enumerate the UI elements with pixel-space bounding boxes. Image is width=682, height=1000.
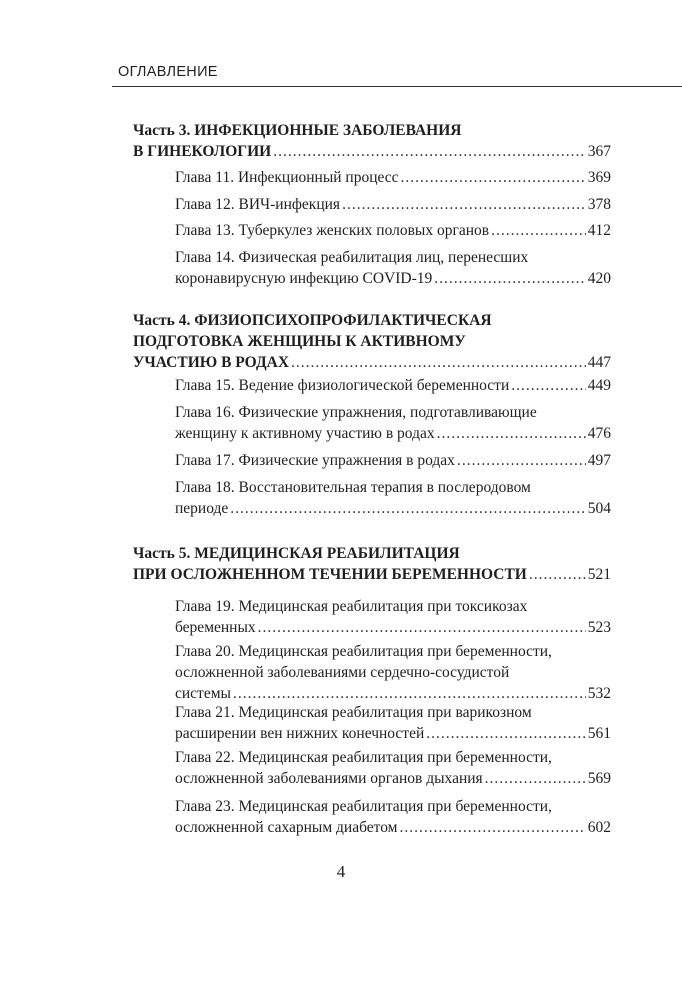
page-ref: 532 [587, 685, 611, 702]
dot-leader [258, 617, 586, 638]
chapter-title-line: Глава 12. ВИЧ-инфекция [175, 196, 341, 213]
dot-leader [457, 450, 586, 471]
toc-chapter-item[interactable] [175, 450, 611, 471]
chapter-title-line: периоде [175, 500, 229, 517]
chapter-title-line: Глава 13. Туберкулез женских половых органов [175, 222, 490, 239]
chapter-title-line: системы [175, 685, 231, 702]
part-title-line: ПРИ ОСЛОЖНЕННОМ ТЕЧЕНИИ БЕРЕМЕННОСТИ [133, 566, 527, 583]
dot-leader [529, 564, 586, 585]
chapter-title-line: Глава 18. Восстановительная терапия в послеродовом [175, 479, 531, 496]
page-ref: 602 [587, 819, 611, 836]
dot-leader [437, 423, 586, 444]
part-title-line: В ГИНЕКОЛОГИИ [133, 143, 272, 160]
dot-leader [485, 768, 586, 789]
dot-leader [233, 683, 586, 704]
chapter-title-line: Глава 11. Инфекционный процесс [175, 169, 399, 186]
page-ref: 497 [587, 452, 611, 469]
toc-part-4[interactable] [133, 310, 611, 373]
dot-leader [291, 352, 586, 373]
page-ref: 476 [587, 425, 611, 442]
toc-chapter-item[interactable] [175, 375, 611, 396]
chapter-title-line: Глава 23. Медицинская реабилитация при беременности, [175, 798, 552, 815]
dot-leader [273, 141, 586, 162]
chapter-title-line: женщину к активному участию в родах [175, 425, 435, 442]
toc-part-5[interactable] [133, 543, 611, 585]
toc-chapter-item[interactable] [175, 167, 611, 188]
chapter-title-line: Глава 14. Физическая реабилитация лиц, перенесших [175, 249, 529, 266]
dot-leader [230, 498, 585, 519]
chapter-title-line: Глава 22. Медицинская реабилитация при беременности, [175, 749, 552, 766]
chapter-title-line: осложненной заболеваниями органов дыхания [175, 770, 483, 787]
chapter-title-line: Глава 19. Медицинская реабилитация при токсикозах [175, 598, 528, 615]
chapter-title-line: Глава 15. Ведение физиологической беременности [175, 377, 510, 394]
toc-chapter-item[interactable] [175, 220, 611, 241]
page-ref: 369 [587, 169, 611, 186]
toc-chapter-item[interactable] [175, 796, 611, 838]
toc-chapter-item[interactable] [175, 477, 611, 519]
page-ref: 561 [587, 725, 611, 742]
header-rule [112, 86, 682, 87]
dot-leader [399, 817, 585, 838]
page-ref: 447 [587, 354, 611, 371]
page-ref: 420 [587, 270, 611, 287]
dot-leader [401, 167, 586, 188]
chapter-title-line: коронавирусную инфекцию COVID-19 [175, 270, 433, 287]
dot-leader [342, 194, 586, 215]
part-title-line: Часть 5. МЕДИЦИНСКАЯ РЕАБИЛИТАЦИЯ [133, 545, 460, 562]
dot-leader [434, 268, 585, 289]
toc-part-3[interactable] [133, 120, 611, 162]
chapter-title-line: осложненной заболеваниями сердечно-сосудистой [175, 664, 510, 681]
toc-chapter-item[interactable] [175, 247, 611, 289]
chapter-title-line: беременных [175, 619, 256, 636]
page-ref: 569 [587, 770, 611, 787]
part-title-line: УЧАСТИЮ В РОДАХ [133, 354, 290, 371]
chapter-title-line: расширении вен нижних конечностей [175, 725, 425, 742]
dot-leader [426, 723, 585, 744]
dot-leader [491, 220, 586, 241]
toc-chapter-item[interactable] [175, 194, 611, 215]
toc-chapter-item[interactable] [175, 747, 611, 789]
page-ref: 378 [587, 196, 611, 213]
chapter-title-line: Глава 16. Физические упражнения, подготавливающие [175, 404, 537, 421]
page-ref: 523 [587, 619, 611, 636]
dot-leader [511, 375, 586, 396]
toc-chapter-item[interactable] [175, 402, 611, 444]
part-title-line: ПОДГОТОВКА ЖЕНЩИНЫ К АКТИВНОМУ [133, 333, 466, 350]
part-title-line: Часть 4. ФИЗИОПСИХОПРОФИЛАКТИЧЕСКАЯ [133, 312, 492, 329]
toc-chapter-item[interactable] [175, 702, 611, 744]
page-header-title: ОГЛАВЛЕНИЕ [118, 64, 218, 80]
chapter-title-line: осложненной сахарным диабетом [175, 819, 398, 836]
chapter-title-line: Глава 21. Медицинская реабилитация при варикозном [175, 704, 532, 721]
page-ref: 449 [587, 377, 611, 394]
toc-chapter-item[interactable] [175, 641, 611, 704]
toc-chapter-item[interactable] [175, 596, 611, 638]
page-ref: 504 [587, 500, 611, 517]
chapter-title-line: Глава 20. Медицинская реабилитация при беременности, [175, 643, 552, 660]
page-ref: 367 [587, 143, 611, 160]
page-number: 4 [336, 862, 346, 881]
page-ref: 412 [587, 222, 611, 239]
part-title-line: Часть 3. ИНФЕКЦИОННЫЕ ЗАБОЛЕВАНИЯ [133, 122, 462, 139]
chapter-title-line: Глава 17. Физические упражнения в родах [175, 452, 455, 469]
page-ref: 521 [587, 566, 611, 583]
